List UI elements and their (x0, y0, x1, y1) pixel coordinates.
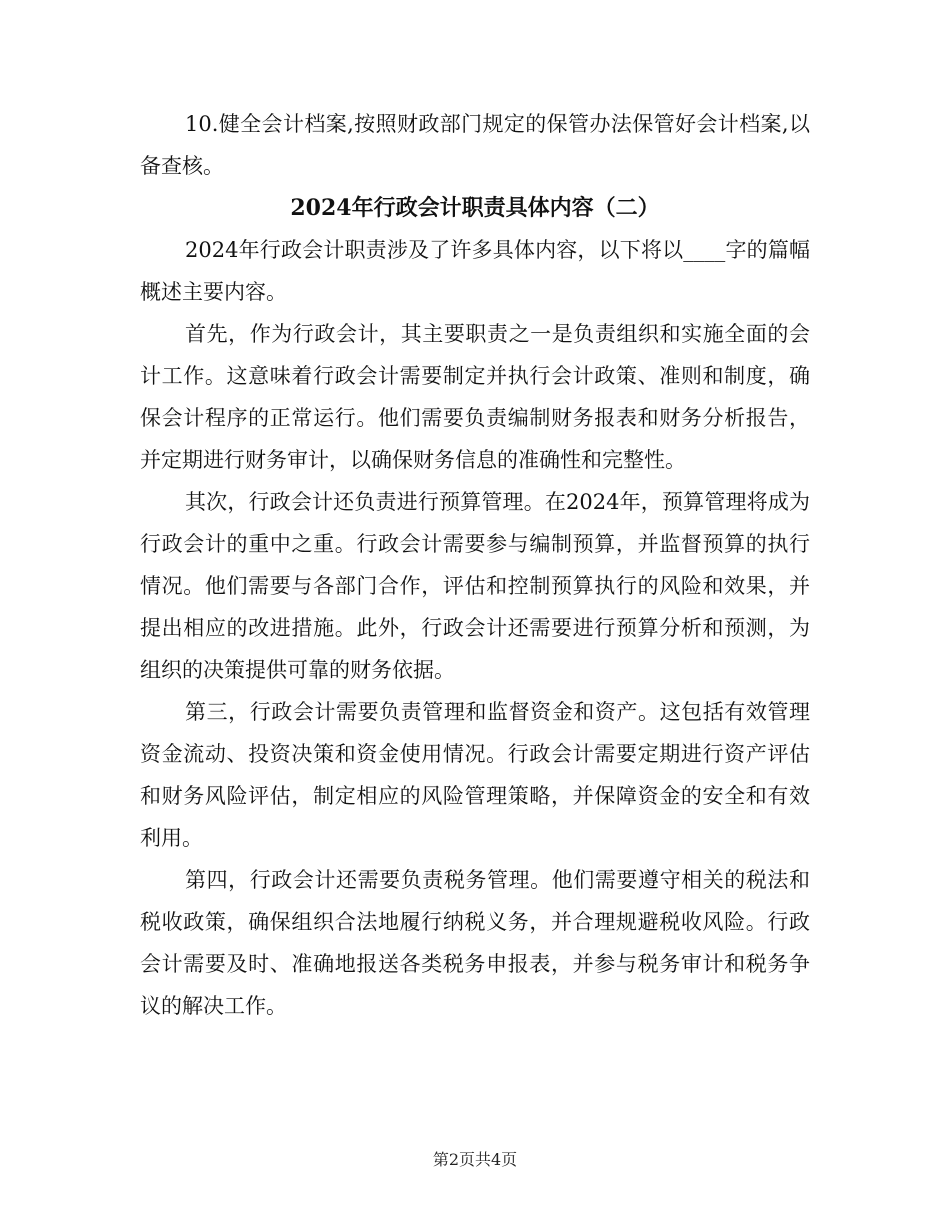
paragraph-second: 其次，行政会计还负责进行预算管理。在2024年，预算管理将成为行政会计的重中之重。行政会计需要参与编制预算，并监督预算的执行情况。他们需要与各部门合作，评估和控制预算执行的风险和效果，并提出相应的改进措施。此外，行政会计还需要进行预算分析和预测，为组织的决策提供可靠的财务依据。 (140, 490, 810, 682)
page-number-footer: 第2页共4页 (432, 1150, 518, 1169)
paragraph-fourth: 第四，行政会计还需要负责税务管理。他们需要遵守相关的税法和税收政策，确保组织合法地履行纳税义务，并合理规避税收风险。行政会计需要及时、准确地报送各类税务申报表，并参与税务审计和税务争议的解决工作。 (140, 868, 810, 1018)
paragraph-third: 第三，行政会计需要负责管理和监督资金和资产。这包括有效管理资金流动、投资决策和资金使用情况。行政会计需要定期进行资产评估和财务风险评估，制定相应的风险管理策略，并保障资金的安全和有效利用。 (140, 700, 810, 850)
section-title: 2024年行政会计职责具体内容（二） (290, 195, 660, 221)
paragraph-item-10: 10.健全会计档案,按照财政部门规定的保管办法保管好会计档案,以备查核。 (140, 112, 810, 178)
paragraph-intro: 2024年行政会计职责涉及了许多具体内容，以下将以____字的篇幅概述主要内容。 (140, 238, 810, 304)
paragraph-first: 首先，作为行政会计，其主要职责之一是负责组织和实施全面的会计工作。这意味着行政会计需要制定并执行会计政策、准则和制度，确保会计程序的正常运行。他们需要负责编制财务报表和财务分析报告，并定期进行财务审计，以确保财务信息的准确性和完整性。 (140, 322, 810, 472)
document-body (140, 103, 810, 1027)
